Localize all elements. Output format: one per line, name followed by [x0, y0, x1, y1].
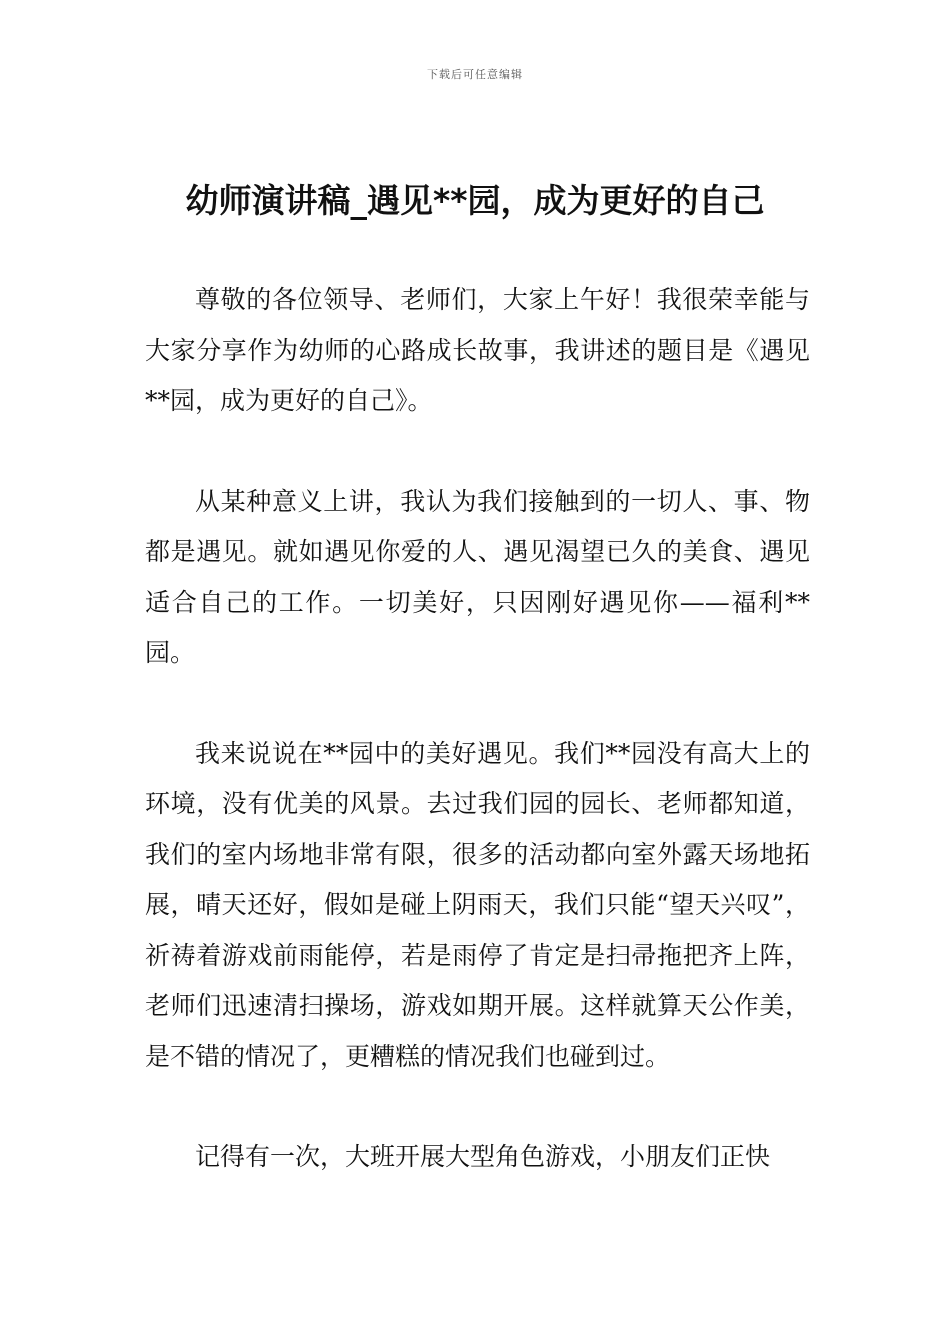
paragraph-3: 我来说说在**园中的美好遇见。我们**园没有高大上的环境，没有优美的风景。去过我们园的园长、老师都知道，我们的室内场地非常有限，很多的活动都向室外露天场地拓展，晴天还好，假如是碰上阴雨天，我们只能“望天兴叹”，祈祷着游戏前雨能停，若是雨停了肯定是扫帚拖把齐上阵，老师们迅速清扫操场，游戏如期开展。这样就算天公作美，是不错的情况了，更糟糕的情况我们也碰到过。 [145, 738, 810, 1071]
header-note: 下载后可任意编辑 [427, 68, 523, 81]
document-title: 幼师演讲稿_遇见**园，成为更好的自己 [185, 181, 765, 220]
paragraph-2: 从某种意义上讲，我认为我们接触到的一切人、事、物都是遇见。就如遇见你爱的人、遇见渴望已久的美食、遇见适合自己的工作。一切美好，只因刚好遇见你——福利**园。 [145, 486, 810, 667]
paragraph-1: 尊敬的各位领导、老师们，大家上午好！我很荣幸能与大家分享作为幼师的心路成长故事，我讲述的题目是《遇见**园，成为更好的自己》。 [145, 285, 810, 415]
document-body [145, 275, 810, 1233]
paragraph-4: 记得有一次，大班开展大型角色游戏，小朋友们正快 [195, 1142, 771, 1171]
